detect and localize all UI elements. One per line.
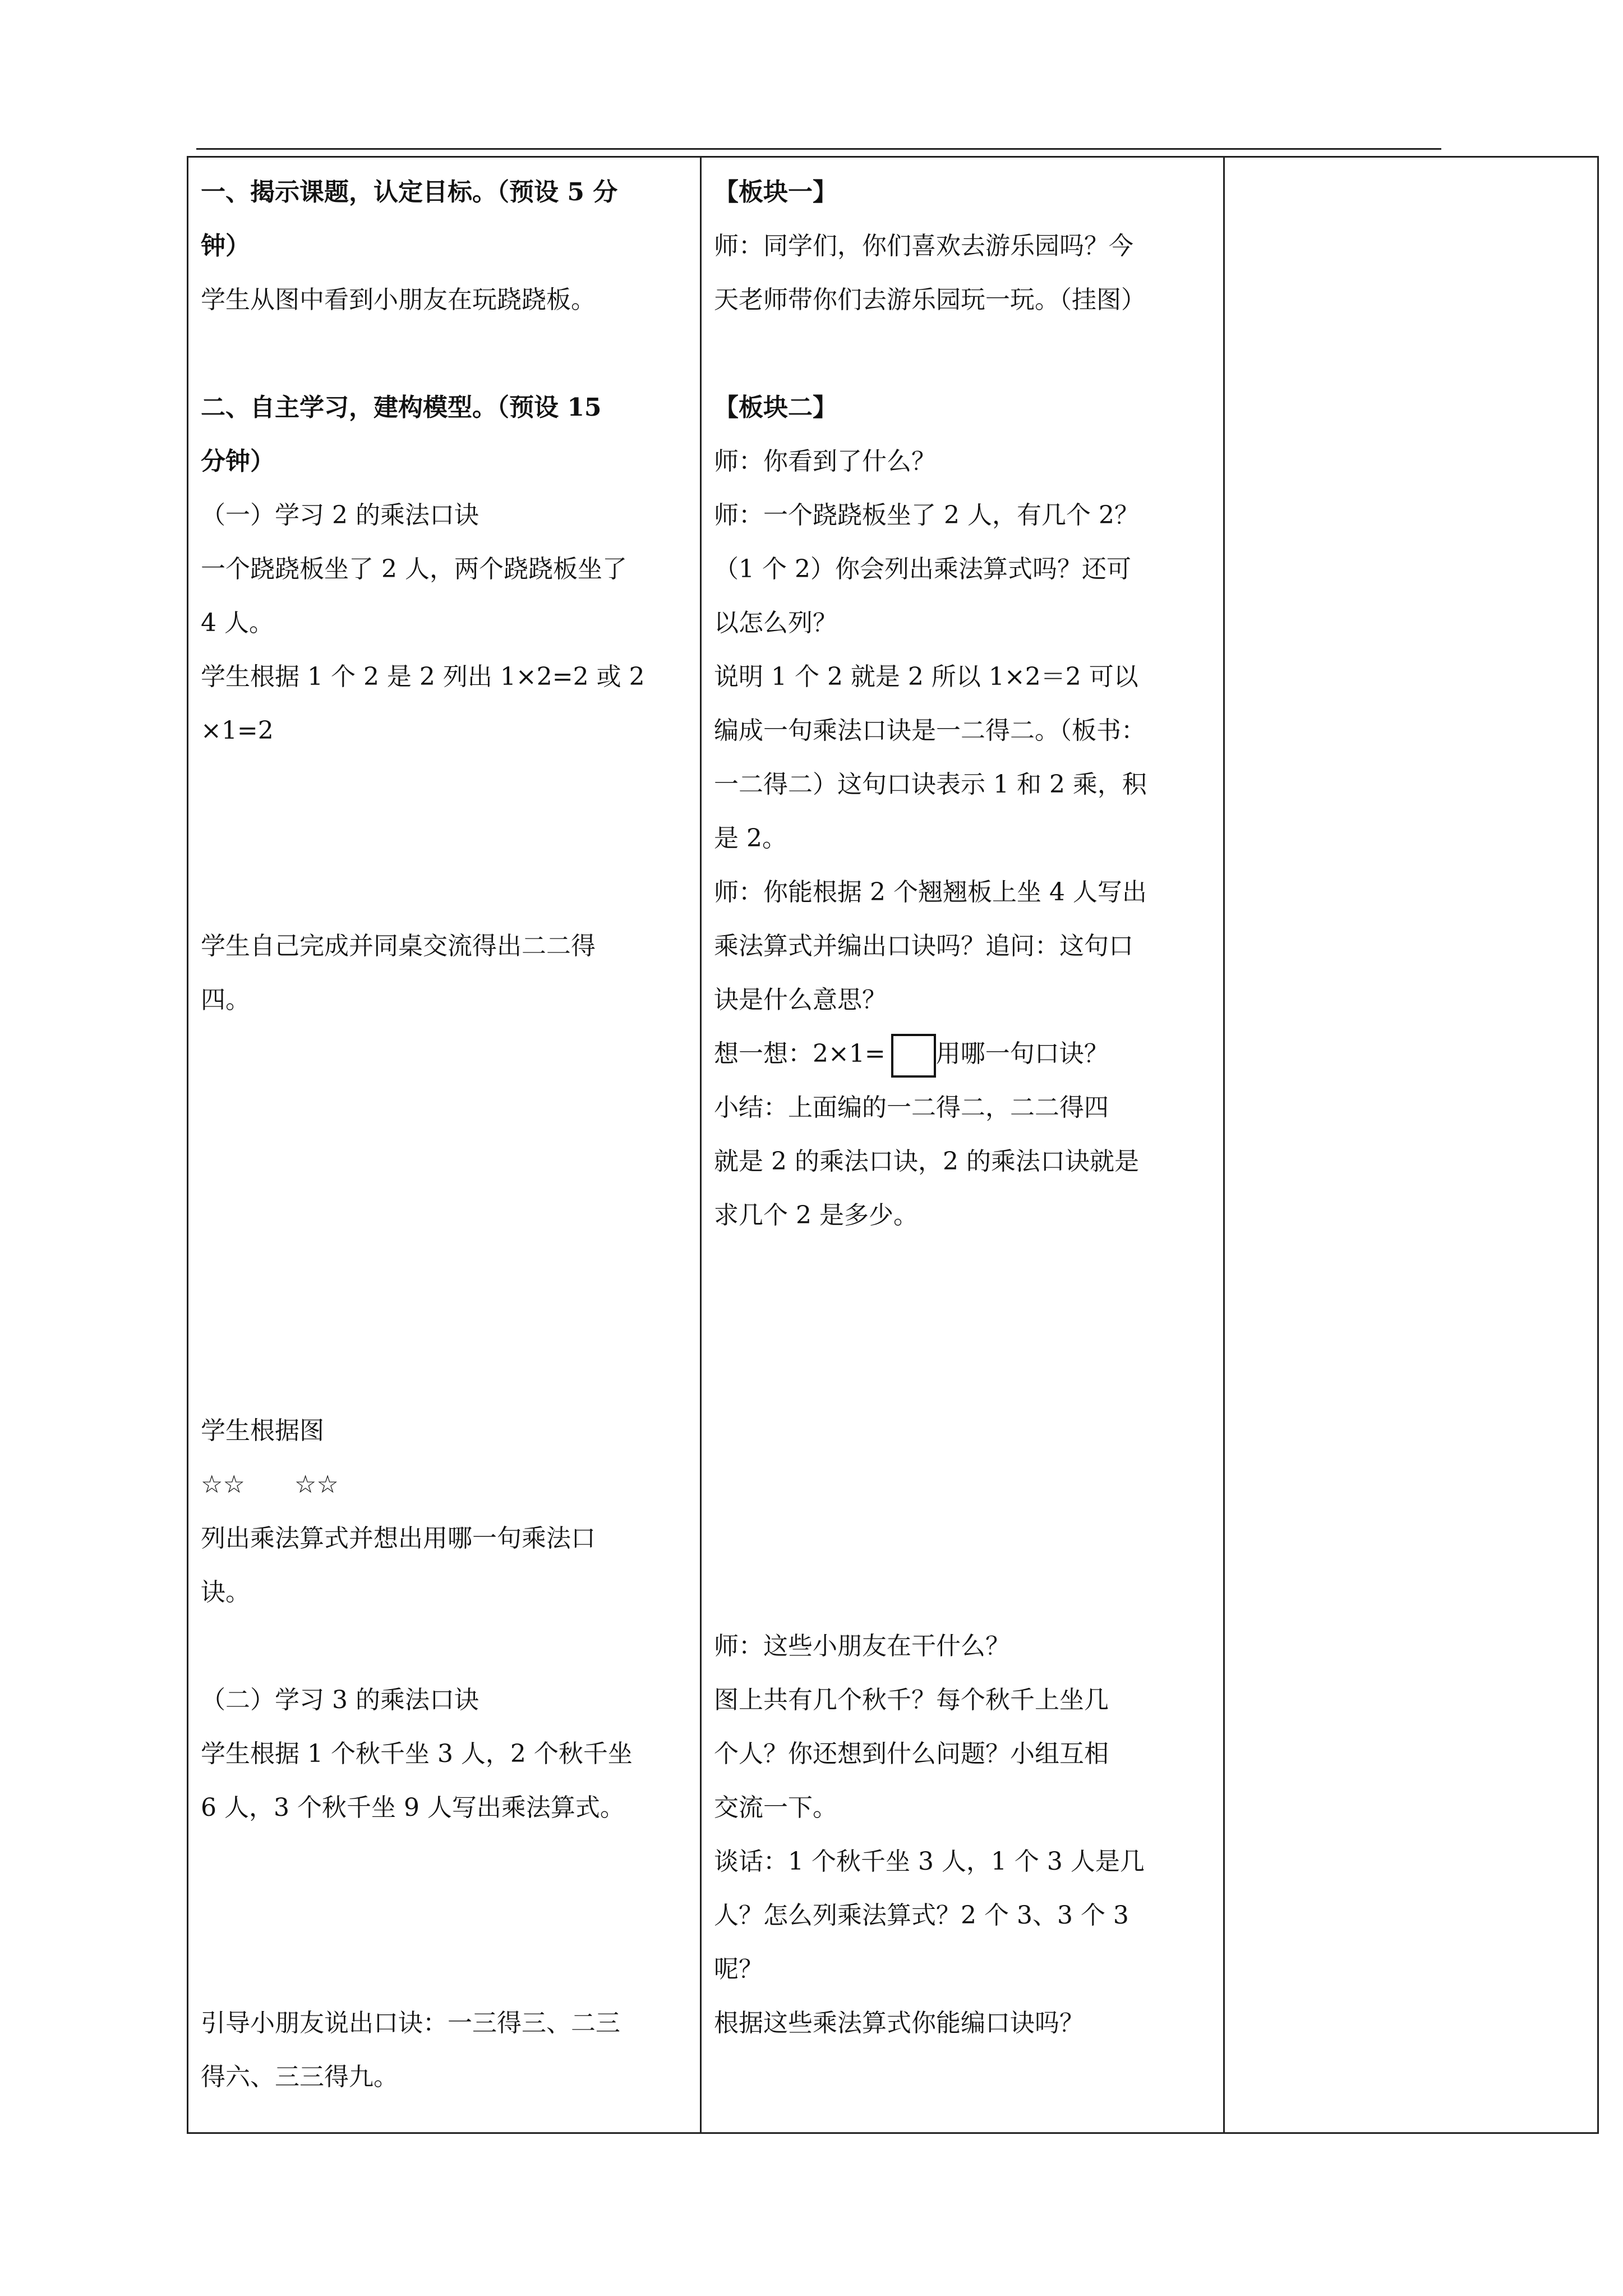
text-line: 是 2。 — [714, 824, 787, 853]
spacer-line — [201, 1889, 689, 1943]
spacer-line — [201, 1189, 689, 1243]
text-line: 求几个 2 是多少。 — [714, 1201, 918, 1230]
spacer-line — [714, 1512, 1212, 1566]
spacer-line — [201, 1027, 689, 1081]
text-line: 小结：上面编的一二得二，二二得四 — [714, 1093, 1109, 1122]
text-line: 学生根据 1 个 2 是 2 列出 1×2=2 或 2 — [201, 662, 645, 691]
lesson-plan-table — [187, 156, 1599, 2134]
spacer-line — [201, 1081, 689, 1135]
star-figure: ☆☆ ☆☆ — [201, 1470, 339, 1499]
section-heading: 分钟） — [201, 447, 275, 476]
text-line: 师：一个跷跷板坐了 2 人，有几个 2？ — [714, 501, 1139, 530]
section-heading: 钟） — [201, 232, 250, 260]
text-line: 一个跷跷板坐了 2 人，两个跷跷板坐了 — [201, 555, 627, 583]
text-line: 交流一下。 — [714, 1793, 837, 1822]
spacer-line — [201, 1243, 689, 1296]
spacer-line — [714, 1404, 1212, 1458]
text-line: 人？怎么列乘法算式？2 个 3、3 个 3 — [714, 1901, 1129, 1930]
spacer-line — [201, 1296, 689, 1350]
header-rule — [196, 148, 1441, 150]
spacer-line — [201, 1619, 689, 1673]
text-line: 四。 — [201, 986, 250, 1014]
student-activity-column — [188, 157, 701, 2133]
spacer-line — [201, 1835, 689, 1889]
text-line: 呢？ — [714, 1955, 763, 1984]
text-line: 得六、三三得九。 — [201, 2063, 398, 2091]
text-line: （1 个 2）你会列出乘法算式吗？还可 — [714, 555, 1131, 583]
text-line: 引导小朋友说出口诀：一三得三、二三 — [201, 2009, 620, 2037]
text-line: 师：这些小朋友在干什么？ — [714, 1632, 1010, 1660]
spacer-line — [714, 1350, 1212, 1404]
block-heading: 【板块二】 — [714, 393, 837, 422]
think-prompt: 想一想：2×1= — [714, 1039, 886, 1068]
notes-column — [1224, 157, 1598, 2133]
text-line: 以怎么列？ — [714, 609, 837, 637]
block-heading: 【板块一】 — [714, 178, 837, 206]
text-line: 一二得二）这句口诀表示 1 和 2 乘，积 — [714, 770, 1147, 799]
spacer-line — [201, 812, 689, 866]
text-line — [714, 1027, 1212, 1081]
text-line: 根据这些乘法算式你能编口诀吗？ — [714, 2009, 1084, 2037]
spacer-line — [714, 1566, 1212, 1619]
think-question: 用哪一句口诀？ — [935, 1039, 1109, 1068]
spacer-line — [201, 1943, 689, 1996]
text-line: 学生从图中看到小朋友在玩跷跷板。 — [201, 286, 596, 314]
table-row — [188, 157, 1598, 2133]
text-line: 4 人。 — [201, 609, 274, 637]
text-line: 列出乘法算式并想出用哪一句乘法口 — [201, 1524, 596, 1553]
section-heading: 二、自主学习，建构模型。（预设 15 — [201, 393, 602, 422]
text-line: 编成一句乘法口诀是一二得二。（板书： — [714, 716, 1146, 745]
text-line: 乘法算式并编出口诀吗？追问：这句口 — [714, 932, 1133, 960]
spacer-line — [201, 1350, 689, 1404]
answer-box — [891, 1034, 936, 1078]
text-line: 图上共有几个秋千？每个秋千上坐几 — [714, 1686, 1109, 1714]
text-line: 说明 1 个 2 就是 2 所以 1×2＝2 可以 — [714, 662, 1138, 691]
spacer-line — [201, 327, 689, 381]
text-line: 6 人，3 个秋千坐 9 人写出乘法算式。 — [201, 1793, 625, 1822]
text-line: 学生根据 1 个秋千坐 3 人，2 个秋千坐 — [201, 1740, 633, 1768]
text-line: 诀是什么意思？ — [714, 986, 887, 1014]
text-line: 学生根据图 — [201, 1416, 324, 1445]
spacer-line — [714, 327, 1212, 381]
teacher-activity-column — [701, 157, 1224, 2133]
spacer-line — [201, 866, 689, 919]
text-line: 师：同学们，你们喜欢去游乐园吗？今 — [714, 232, 1133, 260]
section-heading: 一、揭示课题，认定目标。（预设 5 分 — [201, 178, 618, 206]
spacer-line — [201, 758, 689, 812]
spacer-line — [714, 1243, 1212, 1296]
subsection-heading: （一）学习 2 的乘法口诀 — [201, 501, 479, 530]
text-line: 谈话：1 个秋千坐 3 人，1 个 3 人是几 — [714, 1847, 1145, 1876]
spacer-line — [714, 1296, 1212, 1350]
spacer-line — [714, 1458, 1212, 1512]
text-line: 诀。 — [201, 1578, 250, 1607]
text-line: 就是 2 的乘法口诀，2 的乘法口诀就是 — [714, 1147, 1139, 1176]
text-line: 个人？你还想到什么问题？小组互相 — [714, 1740, 1109, 1768]
subsection-heading: （二）学习 3 的乘法口诀 — [201, 1686, 479, 1714]
spacer-line — [201, 1135, 689, 1189]
text-line: 师：你能根据 2 个翘翘板上坐 4 人写出 — [714, 878, 1147, 907]
text-line: 学生自己完成并同桌交流得出二二得 — [201, 932, 596, 960]
text-line: 天老师带你们去游乐园玩一玩。（挂图） — [714, 286, 1146, 314]
text-line: ×1=2 — [201, 716, 274, 745]
text-line: 师：你看到了什么？ — [714, 447, 936, 476]
